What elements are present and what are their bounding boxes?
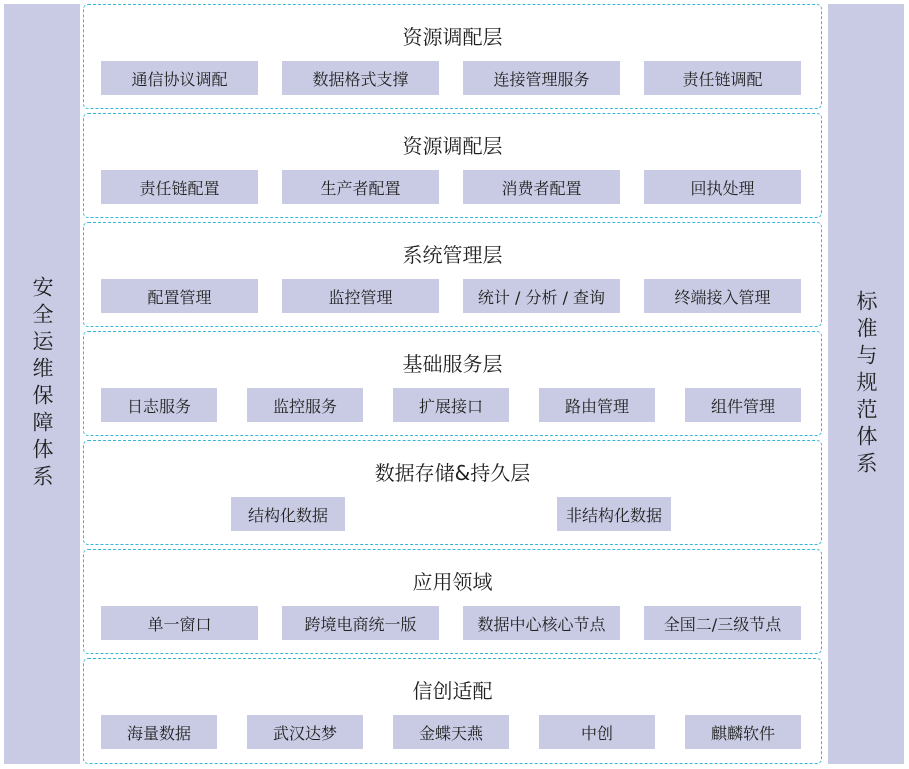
standards-label: 标准与规范体系: [854, 289, 878, 479]
layer-item: 连接管理服务: [463, 61, 620, 95]
layer-item: 生产者配置: [282, 170, 439, 204]
layer-item: 组件管理: [685, 388, 801, 422]
layer-item: 回执处理: [644, 170, 801, 204]
layer-basic-services: [83, 331, 822, 436]
layer-title: 基础服务层: [402, 352, 503, 376]
layer-item: 麒麟软件: [685, 715, 801, 749]
layer-item: 结构化数据: [231, 497, 345, 531]
layer-item: 消费者配置: [463, 170, 620, 204]
layer-title: 资源调配层: [402, 25, 503, 49]
layer-item: 责任链调配: [644, 61, 801, 95]
layer-item: 配置管理: [101, 279, 258, 313]
layer-item: 终端接入管理: [644, 279, 801, 313]
layer-item: 路由管理: [539, 388, 655, 422]
layer-item: 非结构化数据: [557, 497, 671, 531]
layer-title: 资源调配层: [402, 134, 503, 158]
layer-item: 全国二/三级节点: [644, 606, 801, 640]
layer-resource-dispatch-2: [83, 113, 822, 218]
layer-application-domain: [83, 549, 822, 654]
layer-title: 数据存储&持久层: [374, 461, 531, 485]
layer-title: 系统管理层: [402, 243, 503, 267]
layer-item: 通信协议调配: [101, 61, 258, 95]
layer-system-management: [83, 222, 822, 327]
layer-item: 统计 / 分析 / 查询: [463, 279, 620, 313]
layer-data-storage: [83, 440, 822, 545]
layer-resource-dispatch-1: [83, 4, 822, 109]
layer-item: 武汉达梦: [247, 715, 363, 749]
layer-item: 单一窗口: [101, 606, 258, 640]
layer-title: 信创适配: [412, 679, 493, 703]
layer-xinchuang-adaptation: [83, 658, 822, 764]
layer-item: 数据中心核心节点: [463, 606, 620, 640]
layer-item: 数据格式支撑: [282, 61, 439, 95]
layer-item: 海量数据: [101, 715, 217, 749]
layer-item: 扩展接口: [393, 388, 509, 422]
layer-item: 中创: [539, 715, 655, 749]
security-ops-label: 安全运维保障体系: [30, 276, 54, 492]
layer-item: 监控服务: [247, 388, 363, 422]
layer-item: 金蝶天燕: [393, 715, 509, 749]
layer-item: 日志服务: [101, 388, 217, 422]
layer-item: 责任链配置: [101, 170, 258, 204]
layer-title: 应用领域: [412, 570, 493, 594]
security-ops-bar: [4, 4, 80, 764]
standards-bar: [828, 4, 904, 764]
layer-item: 跨境电商统一版: [282, 606, 439, 640]
layer-item: 监控管理: [282, 279, 439, 313]
